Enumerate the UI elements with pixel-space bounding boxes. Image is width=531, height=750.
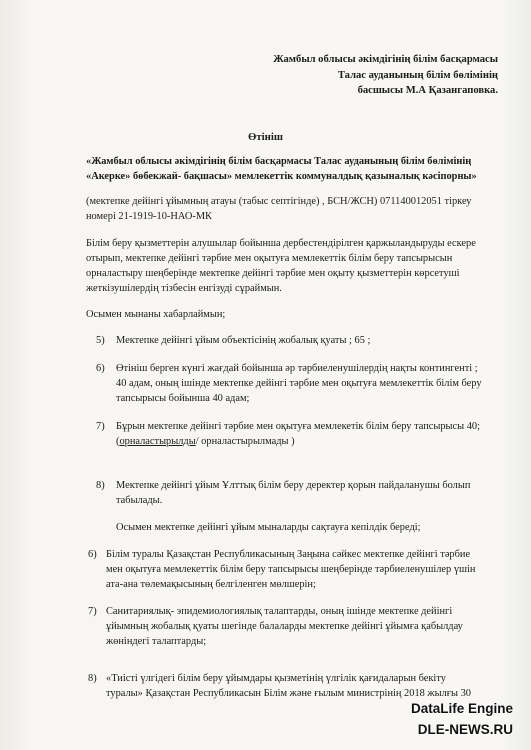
guarantee-text: мен оқытуға мемлекеттік білім беру тапсырысы шеңберінде тәрбиеленушілер үшін [106, 564, 476, 575]
guarantee-number: 8) [88, 673, 97, 684]
guarantee-text: ата-ана төлемақысының белгіленген мөлшерін; [106, 579, 316, 590]
document-title: Өтініш [247, 131, 284, 143]
item-number: 6) [96, 363, 105, 374]
item-text: 40 адам, оның ішінде мектепке дейінгі тәрбие мен оқытуға мемлекеттік білім беру [116, 378, 482, 389]
watermark-line-2: DLE-NEWS.RU [417, 722, 513, 737]
underlined-status: орналастырылды [119, 436, 196, 447]
item-text: Мектепке дейінгі ұйым Ұлттық білім беру деректер қорын пайдаланушы болып [116, 480, 471, 491]
request-line-2: отырып, мектепке дейінгі тәрбие мен оқытуға мемлекеттік білім беру тапсырысын [86, 253, 453, 264]
guarantee-text: Білім туралы Қазақстан Республикасының Заңына сәйкес мектепке дейінгі тәрбие [106, 549, 471, 560]
request-line-3: орналастыру шеңберінде мектепке дейінгі тәрбие мен оқыту қызметтерін көрсетуші [86, 268, 460, 279]
item-text: Өтініш берген күнгі жағдай бойынша әр тәрбиеленушілердің нақты контингенті ; [116, 363, 478, 374]
guarantee-text: «Тиісті үлгідегі білім беру ұйымдары қызметінің үлгілік қағидаларын бекіту [106, 673, 446, 684]
org-info-line-1: (мектепке дейінгі ұйымның атауы (табыс септігінде) , БСН/ЖСН) 071140012051 тіркеу [86, 196, 472, 207]
item-number: 5) [96, 335, 105, 346]
guarantee-text: туралы» Қазақстан Республикасын Білім және ғылым министрінің 2018 жылғы 30 [106, 688, 472, 699]
guarantee-number: 7) [88, 606, 97, 617]
watermark-line-1: DataLife Engine [410, 701, 513, 716]
org-heading-line-2: «Акерке» бөбекжай- бақшасы» мемлекеттік коммуналдық қазыналық кәсіпорны» [86, 171, 477, 182]
guarantee-text: Санитариялық- эпидемиологиялық талаптарды, оның ішінде мектепке дейінгі [106, 606, 453, 617]
request-line-1: Білім беру қызметтерін алушылар бойынша дербестендірілген қаржыландыруды ескере [86, 238, 476, 249]
status-rest: / орналастырылмады ) [195, 436, 295, 447]
guarantee-text: ұйымның жобалық қуаты шегінде балаларды мектепке дейінгі ұйымға қабылдау [106, 621, 463, 632]
item-text: Бұрын мектепке дейінгі тәрбие мен оқытуға мемлекетік білім беру тапсырысы 40; [116, 421, 481, 432]
item-number: 7) [96, 421, 105, 432]
guarantee-line: Осымен мектепке дейінгі ұйым мыналарды сақтауға кепілдік береді; [116, 522, 421, 533]
addressee-line-1: Жамбыл облысы әкімдігінің білім басқармасы [273, 54, 498, 65]
inform-line: Осымен мынаны хабарлаймын; [86, 309, 226, 320]
guarantee-number: 6) [88, 549, 97, 560]
request-line-4: жеткізушілердің тізбесін енгізуді сұраймын. [86, 283, 282, 294]
item-text: Мектепке дейінгі ұйым объектісінің жобалық қуаты ; 65 ; [116, 335, 371, 346]
org-heading-line-1: «Жамбыл облысы әкімдігінің білім басқармасы Талас ауданының білім бөлімінің [86, 156, 472, 167]
item-text: табылады. [116, 495, 163, 506]
item-number: 8) [96, 480, 105, 491]
item-text: тапсырысы бойынша 40 адам; [116, 393, 250, 404]
org-info-line-2: номері 21-1919-10-НАО-МК [86, 211, 212, 222]
item-text-status: (орналастырылды/ орналастырылмады ) [116, 436, 295, 447]
guarantee-text: жөніндегі талаптарды; [106, 636, 207, 647]
addressee-line-3: басшысы М.А Қазангаповка. [357, 85, 498, 96]
addressee-line-2: Талас ауданының білім бөлімінің [337, 70, 498, 81]
